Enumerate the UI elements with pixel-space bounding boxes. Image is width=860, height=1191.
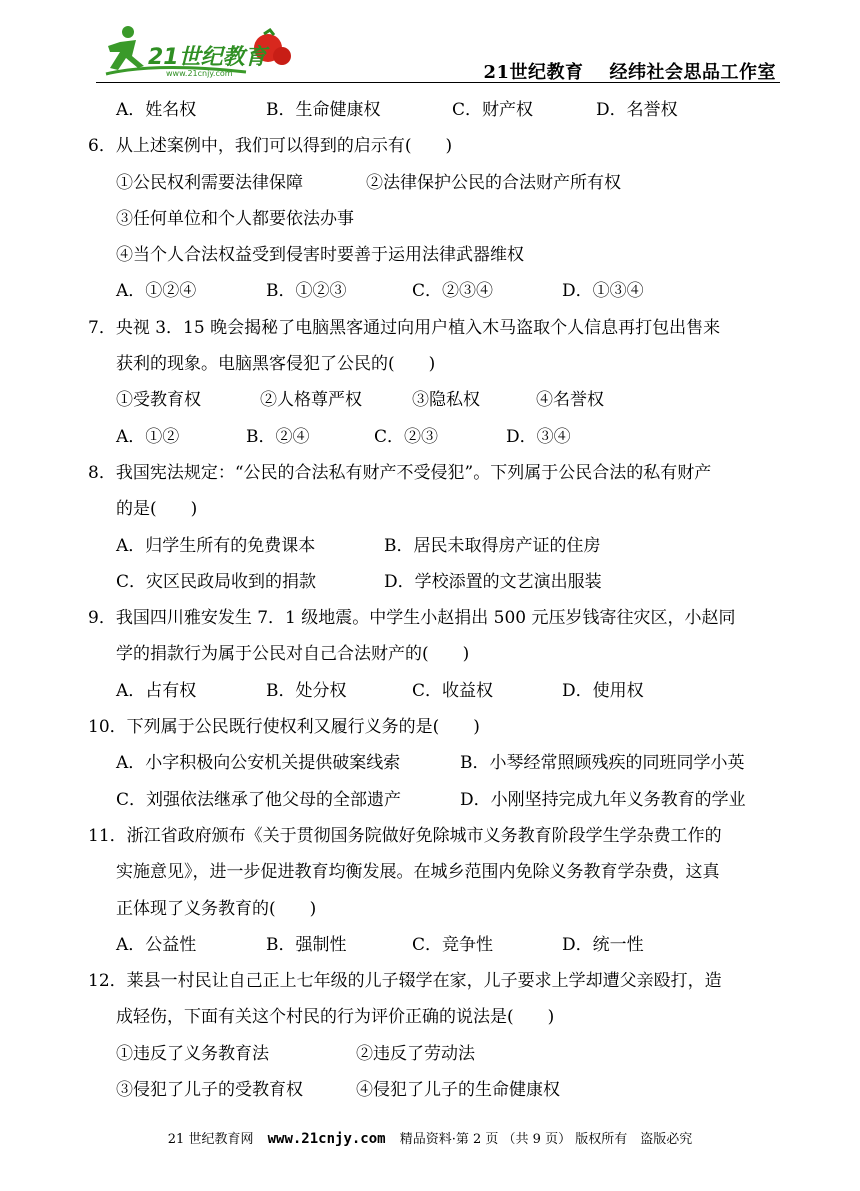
text-line: 9．我国四川雅安发生 7．1 级地震。中学生小赵捐出 500 元压岁钱寄往灾区，小赵同: [88, 608, 736, 629]
option: D．使用权: [562, 680, 644, 701]
text-line: [88, 273, 788, 309]
option: D．③④: [506, 426, 571, 447]
option: B．强制性: [266, 934, 347, 955]
option: ④侵犯了儿子的生命健康权: [356, 1080, 560, 1101]
text-line: [88, 927, 788, 963]
text-line: 8．我国宪法规定：“公民的合法私有财产不受侵犯”。下列属于公民合法的私有财产: [88, 462, 712, 483]
logo-text: 21世纪教育: [148, 45, 267, 70]
text-line: ③任何单位和个人都要依法办事: [116, 208, 354, 229]
option: C．②③④: [412, 281, 494, 302]
option: B．处分权: [266, 680, 347, 701]
question-list: [88, 92, 788, 1108]
option: C．收益权: [412, 680, 494, 701]
text-line: [88, 528, 788, 564]
option: ①受教育权: [116, 390, 201, 411]
text-line: [88, 92, 788, 128]
text-line: 实施意见》，进一步促进教育均衡发展。在城乡范围内免除义务教育学杂费，这真: [116, 862, 720, 883]
text-line: [88, 673, 788, 709]
text-line: [88, 382, 788, 418]
studio-name: 经纬社会思品工作室: [609, 62, 776, 83]
option: B．居民未取得房产证的住房: [384, 535, 601, 556]
footer-right: 精品资料·第 2 页 （共 9 页） 版权所有 盗版必究: [399, 1132, 693, 1147]
option: C．②③: [374, 426, 439, 447]
option: ③隐私权: [412, 390, 480, 411]
option: B．生命健康权: [266, 100, 381, 120]
brand-name: 21世纪教育: [483, 62, 584, 83]
text-line: [88, 1036, 788, 1072]
option: A．①②④: [116, 281, 197, 302]
option: ②人格尊严权: [260, 390, 362, 411]
option: C．财产权: [452, 100, 534, 120]
option: D．统一性: [562, 934, 644, 955]
text-line: [88, 165, 788, 201]
page-header: [96, 22, 780, 84]
option: B．小琴经常照顾残疾的同班同学小英: [460, 753, 745, 774]
text-line: 学的捐款行为属于公民对自己合法财产的( ): [116, 644, 470, 665]
option: ③侵犯了儿子的受教育权: [116, 1080, 303, 1101]
logo-21cnjy-icon: [96, 22, 296, 80]
text-line: ④当个人合法权益受到侵害时要善于运用法律武器维权: [116, 245, 524, 266]
text-line: 成轻伤，下面有关这个村民的行为评价正确的说法是( ): [116, 1007, 555, 1028]
text-line: [88, 782, 788, 818]
option: ②法律保护公民的合法财产所有权: [366, 172, 621, 193]
option: A．①②: [116, 426, 180, 447]
text-line: [88, 419, 788, 455]
option: A．小字积极向公安机关提供破案线索: [116, 753, 401, 774]
text-line: 的是( ): [116, 499, 198, 520]
text-line: 12．莱县一村民让自己正上七年级的儿子辍学在家，儿子要求上学却遭父亲殴打，造: [88, 971, 722, 992]
option: A．归学生所有的免费课本: [116, 535, 316, 556]
text-line: [88, 564, 788, 600]
option: ④名誉权: [536, 390, 604, 411]
text-line: [88, 745, 788, 781]
option: D．学校添置的文艺演出服装: [384, 571, 602, 592]
option: A．公益性: [116, 934, 197, 955]
page-footer: [0, 1128, 860, 1147]
option: ①违反了义务教育法: [116, 1043, 269, 1064]
option: A．占有权: [116, 680, 197, 701]
footer-site: www.21cnjy.com: [267, 1131, 386, 1147]
option: C．灾区民政局收到的捐款: [116, 571, 317, 592]
option: B．①②③: [266, 281, 347, 302]
option: C．竞争性: [412, 934, 494, 955]
logo-url: www.21cnjy.com: [166, 69, 233, 78]
option: C．刘强依法继承了他父母的全部遗产: [116, 789, 402, 810]
option: ①公民权利需要法律保障: [116, 172, 303, 193]
text-line: 6．从上述案例中，我们可以得到的启示有( ): [88, 136, 453, 157]
text-line: 11．浙江省政府颁布《关于贯彻国务院做好免除城市义务教育阶段学生学杂费工作的: [88, 825, 722, 846]
text-line: 获利的现象。电脑黑客侵犯了公民的( ): [116, 354, 436, 375]
option: A．姓名权: [116, 100, 197, 120]
option: D．名誉权: [596, 100, 678, 120]
text-line: 正体现了义务教育的( ): [116, 898, 317, 919]
text-line: 10．下列属于公民既行使权利又履行义务的是( ): [88, 717, 480, 738]
header-title: [483, 58, 776, 84]
footer-left: 21 世纪教育网: [167, 1132, 254, 1147]
option: D．①③④: [562, 281, 644, 302]
text-line: 7．央视 3．15 晚会揭秘了电脑黑客通过向用户植入木马盗取个人信息再打包出售来: [88, 317, 721, 338]
option: ②违反了劳动法: [356, 1043, 475, 1064]
option: D．小刚坚持完成九年义务教育的学业: [460, 789, 746, 810]
header-divider: [96, 82, 780, 83]
text-line: [88, 1072, 788, 1108]
option: B．②④: [246, 426, 310, 447]
